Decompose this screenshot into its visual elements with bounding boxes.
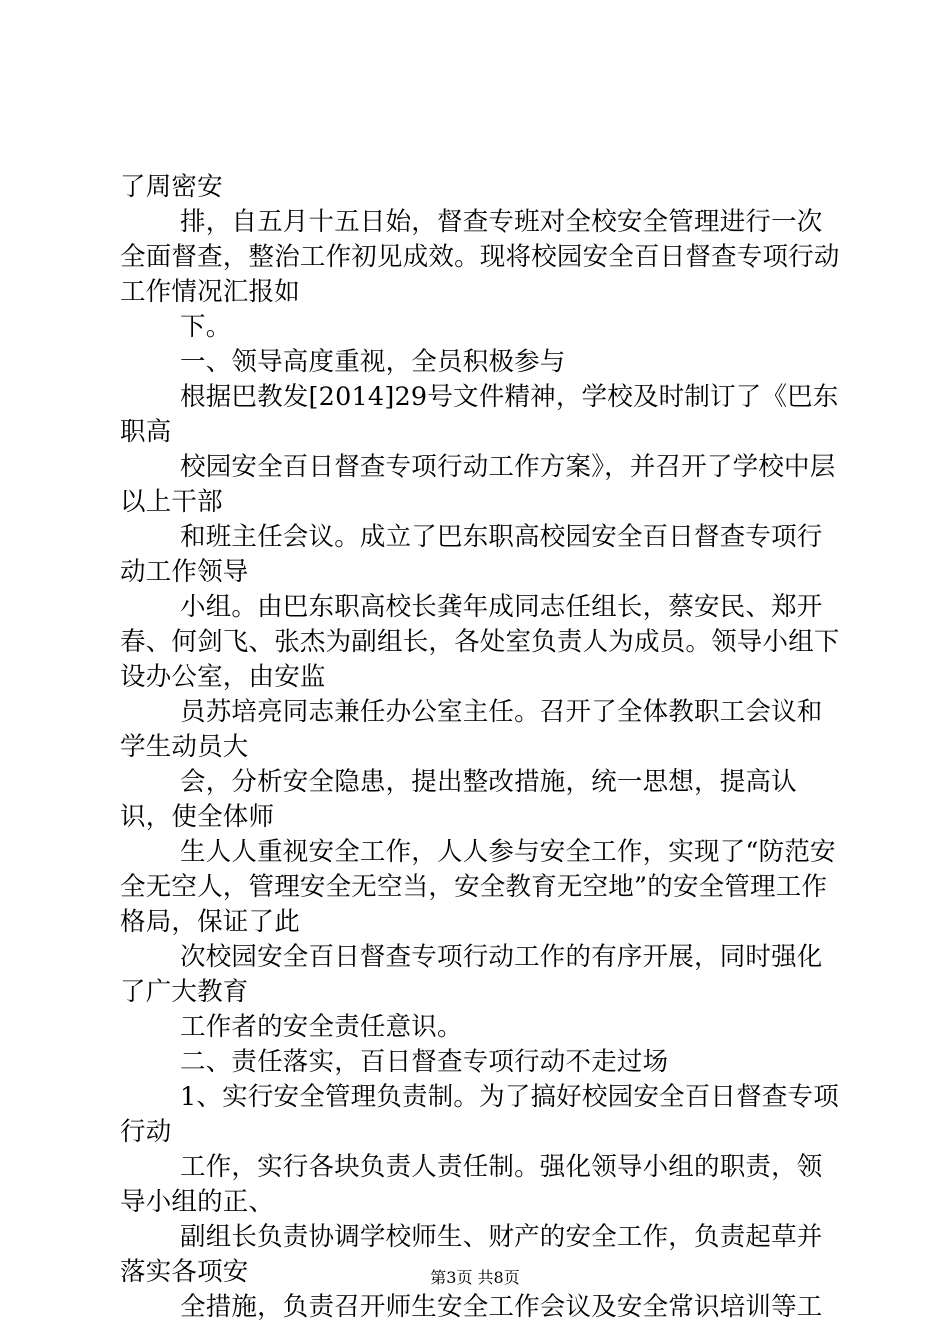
paragraph: 员苏培亮同志兼任办公室主任。召开了全体教职工会议和学生动员大: [120, 697, 823, 762]
section-heading: 二、责任落实，百日督查专项行动不走过场: [180, 1047, 669, 1077]
page-footer: [0, 1268, 950, 1288]
paragraph: 会，分析安全隐患，提出整改措施，统一思想，提高认识，使全体师: [120, 767, 797, 832]
page-number-label: 第3页 共8页: [430, 1268, 520, 1287]
paragraph: 副组长负责协调学校师生、财产的安全工作，负责起草并落实各项安: [120, 1222, 823, 1287]
paragraph: 1、实行安全管理负责制。为了搞好校园安全百日督查专项行动: [120, 1082, 839, 1147]
paragraph: 下。: [180, 312, 232, 342]
paragraph: 校园安全百日督查专项行动工作方案》，并召开了学校中层以上干部: [120, 452, 836, 517]
paragraph: 全措施，负责召开师生安全工作会议及安全常识培训等工: [180, 1292, 823, 1322]
paragraph: 次校园安全百日督查专项行动工作的有序开展，同时强化了广大教育: [120, 942, 823, 1007]
paragraph: 根据巴教发[2014]29号文件精神，学校及时制订了《巴东职高: [120, 382, 839, 447]
paragraph: 生人人重视安全工作，人人参与安全工作，实现了“防范安全无空人，管理安全无空当，安全教育无空地”的安全管理工作格局，保证了此: [120, 837, 836, 937]
section-heading: 一、领导高度重视，全员积极参与: [180, 347, 566, 377]
paragraph: 工作，实行各块负责人责任制。强化领导小组的职责，领导小组的正、: [120, 1152, 823, 1217]
paragraph: 小组。由巴东职高校长龚年成同志任组长，蔡安民、郑开春、何剑飞、张杰为副组长，各处室负责人为成员。领导小组下设办公室，由安监: [120, 592, 840, 692]
paragraph: 和班主任会议。成立了巴东职高校园安全百日督查专项行动工作领导: [120, 522, 823, 587]
paragraph: 排，自五月十五日始，督查专班对全校安全管理进行一次全面督查，整治工作初见成效。现将校园安全百日督查专项行动工作情况汇报如: [120, 207, 840, 307]
paragraph: 工作者的安全责任意识。: [180, 1012, 463, 1042]
document-body: [120, 170, 840, 1325]
paragraph: 了周密安: [120, 172, 223, 202]
